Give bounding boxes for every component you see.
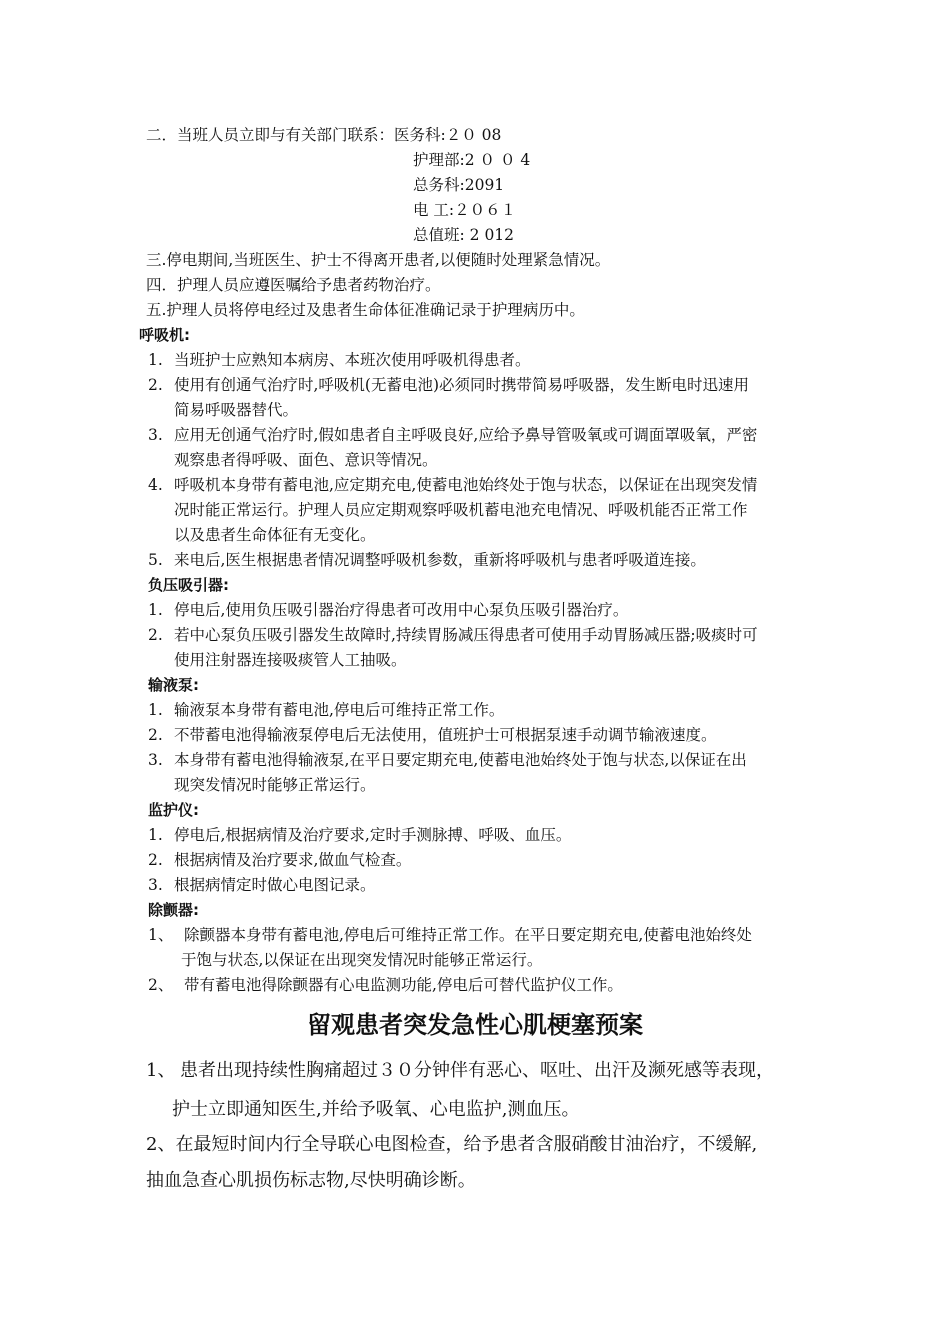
step-4: 四．护理人员应遵医嘱给予患者药物治疗。 bbox=[146, 276, 441, 294]
item-text: 除颤器本身带有蓄电池,停电后可维持正常工作。在平日要定期充电,使蓄电池始终处 bbox=[184, 926, 752, 944]
item-continuation: 现突发情况时能够正常运行。 bbox=[174, 776, 376, 794]
list-item bbox=[146, 1132, 757, 1158]
list-item bbox=[148, 599, 628, 621]
contact-general: 总务科:2091 bbox=[413, 176, 505, 194]
item-number: 3. bbox=[148, 751, 163, 769]
item-continuation: 于饱与状态,以保证在出现突发情况时能够正常运行。 bbox=[181, 951, 543, 969]
item-text: 应用无创通气治疗时,假如患者自主呼吸良好,应给予鼻导管吸氧或可调面罩吸氧，严密 bbox=[174, 426, 758, 444]
item-number: 1. bbox=[148, 601, 163, 619]
list-item bbox=[148, 924, 752, 946]
suction-heading: 负压吸引器: bbox=[148, 576, 229, 594]
item-continuation: 抽血急查心肌损伤标志物,尽快明确诊断。 bbox=[146, 1170, 476, 1191]
list-item bbox=[146, 1058, 774, 1084]
item-number: 1. bbox=[148, 701, 163, 719]
item-continuation: 护士立即通知医生,并给予吸氧、心电监护,测血压。 bbox=[172, 1099, 580, 1120]
item-continuation: 以及患者生命体征有无变化。 bbox=[174, 526, 376, 544]
list-item bbox=[148, 874, 376, 896]
item-text: 当班护士应熟知本病房、本班次使用呼吸机得患者。 bbox=[174, 351, 531, 369]
list-item bbox=[148, 549, 706, 571]
item-text: 来电后,医生根据患者情况调整呼吸机参数，重新将呼吸机与患者呼吸道连接。 bbox=[174, 551, 706, 569]
item-continuation: 简易呼吸器替代。 bbox=[174, 401, 299, 419]
item-continuation: 使用注射器连接吸痰管人工抽吸。 bbox=[174, 651, 407, 669]
item-number: 2. bbox=[148, 726, 163, 744]
item-number: 2. bbox=[148, 626, 163, 644]
list-item bbox=[148, 699, 504, 721]
item-text: 若中心泵负压吸引器发生故障时,持续胃肠减压得患者可使用手动胃肠减压器;吸痰时可 bbox=[174, 626, 758, 644]
item-text: 输液泵本身带有蓄电池,停电后可维持正常工作。 bbox=[174, 701, 505, 719]
list-item bbox=[148, 824, 571, 846]
item-text: 停电后,根据病情及治疗要求,定时手测脉搏、呼吸、血压。 bbox=[174, 826, 572, 844]
list-item bbox=[148, 474, 757, 496]
item-number: 3. bbox=[148, 426, 163, 444]
item-text: 呼吸机本身带有蓄电池,应定期充电,使蓄电池始终处于饱与状态，以保证在出现突发情 bbox=[174, 476, 758, 494]
section-title: 留观患者突发急性心肌梗塞预案 bbox=[307, 1011, 643, 1039]
item-text: 本身带有蓄电池得输液泵,在平日要定期充电,使蓄电池始终处于饱与状态,以保证在出 bbox=[174, 751, 747, 769]
list-item bbox=[148, 749, 747, 771]
item-continuation: 况时能正常运行。护理人员应定期观察呼吸机蓄电池充电情况、呼吸机能否正常工作 bbox=[174, 501, 748, 519]
list-item bbox=[148, 349, 531, 371]
infusion-heading: 输液泵: bbox=[148, 676, 199, 694]
item-number: 2. bbox=[148, 851, 163, 869]
item-number: 4. bbox=[148, 476, 163, 494]
item-number: 1、 bbox=[146, 1060, 176, 1081]
item-text: 带有蓄电池得除颤器有心电监测功能,停电后可替代监护仪工作。 bbox=[184, 976, 623, 994]
item-continuation: 观察患者得呼吸、面色、意识等情况。 bbox=[174, 451, 438, 469]
item-number: 2、 bbox=[146, 1134, 176, 1155]
item-number: 2. bbox=[148, 376, 163, 394]
item-text: 患者出现持续性胸痛超过３０分钟伴有恶心、呕吐、出汗及濒死感等表现， bbox=[180, 1060, 774, 1081]
step-3: 三.停电期间,当班医生、护士不得离开患者,以便随时处理紧急情况。 bbox=[146, 251, 611, 269]
defib-heading: 除颤器: bbox=[148, 901, 199, 919]
list-item bbox=[148, 849, 411, 871]
list-item bbox=[148, 624, 758, 646]
item-number: 5. bbox=[148, 551, 163, 569]
contact-electric: 电 工:２０６１ bbox=[413, 201, 517, 219]
list-item bbox=[148, 424, 757, 446]
item-number: 1. bbox=[148, 826, 163, 844]
monitor-heading: 监护仪: bbox=[148, 801, 199, 819]
item-text: 在最短时间内行全导联心电图检查，给予患者含服硝酸甘油治疗，不缓解, bbox=[175, 1134, 758, 1155]
list-item bbox=[148, 974, 623, 996]
item-text: 根据病情定时做心电图记录。 bbox=[174, 876, 376, 894]
step-5: 五.护理人员将停电经过及患者生命体征准确记录于护理病历中。 bbox=[146, 301, 585, 319]
item-number: 1、 bbox=[148, 926, 174, 944]
list-item bbox=[148, 724, 717, 746]
item-number: 1. bbox=[148, 351, 163, 369]
item-text: 使用有创通气治疗时,呼吸机(无蓄电池)必须同时携带简易呼吸器，发生断电时迅速用 bbox=[174, 376, 750, 394]
item-text: 根据病情及治疗要求,做血气检查。 bbox=[174, 851, 412, 869]
item-number: 2、 bbox=[148, 976, 174, 994]
contact-duty: 总值班: 2 012 bbox=[413, 226, 515, 244]
ventilator-heading: 呼吸机: bbox=[139, 326, 190, 344]
item-number: 3. bbox=[148, 876, 163, 894]
contacts-intro: 二．当班人员立即与有关部门联系：医务科:２０ 08 bbox=[146, 126, 502, 144]
item-text: 不带蓄电池得输液泵停电后无法使用，值班护士可根据泵速手动调节输液速度。 bbox=[174, 726, 717, 744]
item-text: 停电后,使用负压吸引器治疗得患者可改用中心泵负压吸引器治疗。 bbox=[174, 601, 629, 619]
list-item bbox=[148, 374, 749, 396]
contact-nursing: 护理部:2 ０ ０ 4 bbox=[413, 151, 531, 169]
